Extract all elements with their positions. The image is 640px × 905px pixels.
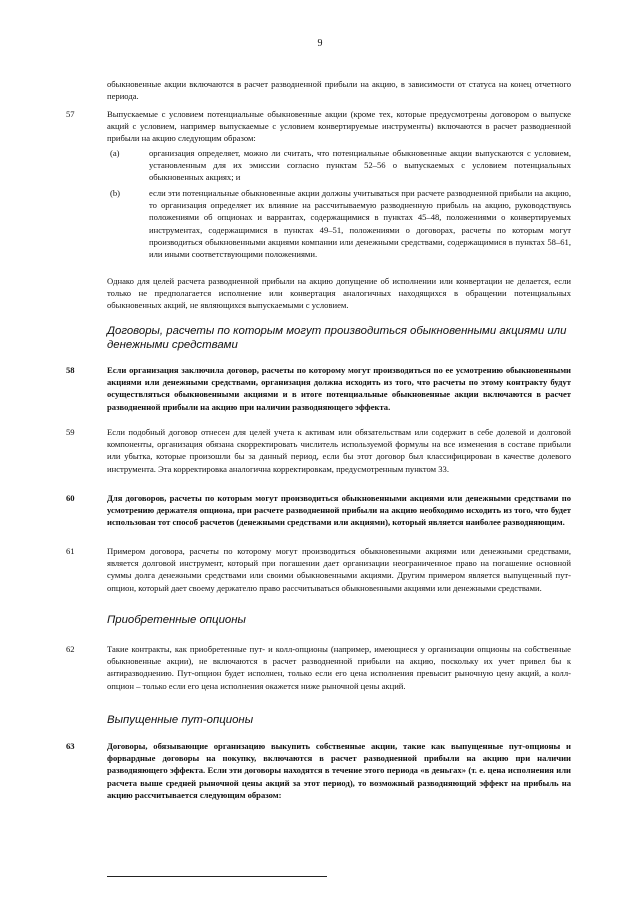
item-label-a: (a) <box>110 148 120 158</box>
intro-paragraph: обыкновенные акции включаются в расчет разводненной прибыли на акцию, в зависимости от статуса на конец отчетного периода. <box>107 79 571 102</box>
paragraph-number-59: 59 <box>66 427 75 437</box>
section-heading-purchased-options: Приобретенные опционы <box>107 614 246 626</box>
item-label-b: (b) <box>110 188 121 198</box>
paragraph-63: Договоры, обязывающие организацию выкупить собственные акции, такие как выпущенные пут-опционы и форвардные договоры на покупку, включаются в расчет разводненной прибыли на акцию при наличии разводняющего эффекта. Если эти договоры находятся в течение этого периода «в деньгах» (т. е. цена исполнения или расчета выше средней рыночной цены акций за этот период), то возможный разводняющий эффект на прибыль на акцию рассчитывается следующим образом: <box>107 741 571 800</box>
item-text-a: организация определяет, можно ли считать, что потенциальные обыкновенные акции выпускаются с условием, установленным для их эмиссии согласно пунктам 52–56 о выпускаемых с условием потенциальных обыкновенных акциях; и <box>149 148 571 183</box>
section-heading-written-put-options: Выпущенные пут-опционы <box>107 714 254 726</box>
paragraph-number-63: 63 <box>66 741 75 751</box>
paragraph-number-61: 61 <box>66 546 75 556</box>
section-heading-cash-or-shares: Договоры, расчеты по которым могут производиться обыкновенными акциями или денежными средствами <box>107 325 567 351</box>
paragraph-61: Примером договора, расчеты по которому могут производиться обыкновенными акциями или денежными средствами, является долговой инструмент, который при погашении дает организации неограниченное право на погашение основной суммы долга денежными средствами или своими обыкновенными акциями. Другим примером является выпущенный пут-опцион, который дает своему держателю право рассчитываться обыкновенными акциями или денежными средствами. <box>107 546 571 593</box>
paragraph-60: Для договоров, расчеты по которым могут производиться обыкновенными акциями или денежными средствами по усмотрению держателя опциона, при расчете разводненной прибыли на акцию необходимо исходить из того, что будет использован тот способ расчетов (денежными средствами или акциями), который является наиболее разводняющим. <box>107 493 571 528</box>
paragraph-57: Выпускаемые с условием потенциальные обыкновенные акции (кроме тех, которые предусмотрены договором о выпуске акций с условием, например выпускаемые с условием конвертируемые инструменты) включаются в расчет разводненной прибыли на акцию следующим образом: <box>107 109 571 144</box>
paragraph-number-60: 60 <box>66 493 75 503</box>
paragraph-number-58: 58 <box>66 365 75 375</box>
paragraph-58: Если организация заключила договор, расчеты по которому могут производиться по ее усмотрению обыкновенными акциями или денежными средствами, организация должна исходить из того, что расчеты по этому контракту будут осуществляться обыкновенными акциями и в итоге потенциальные обыкновенные акции включаются в расчет разводненной прибыли на акцию при наличии разводняющего эффекта. <box>107 365 571 412</box>
paragraph-number-57: 57 <box>66 109 75 119</box>
footnote-separator <box>107 876 327 877</box>
paragraph-57-closing: Однако для целей расчета разводненной прибыли на акцию допущение об исполнении или конвертации не делается, если только не предполагается исполнение или конвертация аналогичных находящихся в обращении потенциальных обыкновенных акций, не являющихся выпускаемыми с условием. <box>107 276 571 311</box>
paragraph-62: Такие контракты, как приобретенные пут- и колл-опционы (например, имеющиеся у организации опционы на собственные обыкновенные акции), не включаются в расчет разводненной прибыли на акцию, поскольку их учет привел бы к антиразводнению. Пут-опцион будет исполнен, только если его цена исполнения превысит рыночную цену акций, а колл-опцион – только если его цена исполнения окажется ниже рыночной цены акций. <box>107 644 571 691</box>
paragraph-number-62: 62 <box>66 644 75 654</box>
page-number: 9 <box>317 38 323 49</box>
item-text-b: если эти потенциальные обыкновенные акции должны учитываться при расчете разводненной прибыли на акцию, то организация определяет их влияние на рассчитываемую разводненную прибыль на акцию, руководствуясь положениями об опционах и варрантах, содержащимися в пунктах 45–48, положениями о конвертируемых инструментах, содержащимися в пунктах 49–51, положениями о договорах, расчеты по которым могут производиться обыкновенными акциями компании или денежными средствами, содержащимися в пунктах 58–61, или иными соответствующими положениями. <box>149 188 571 260</box>
paragraph-59: Если подобный договор отнесен для целей учета к активам или обязательствам или содержит в себе долевой и долговой компоненты, организация обязана скорректировать числитель используемой формулы на все изменения в составе прибыли или убытка, которые произошли бы за данный период, если бы этот договор был классифицирован в качестве долевого инструмента. Эта корректировка аналогична корректировкам, предусмотренным пунктом 33. <box>107 427 571 474</box>
